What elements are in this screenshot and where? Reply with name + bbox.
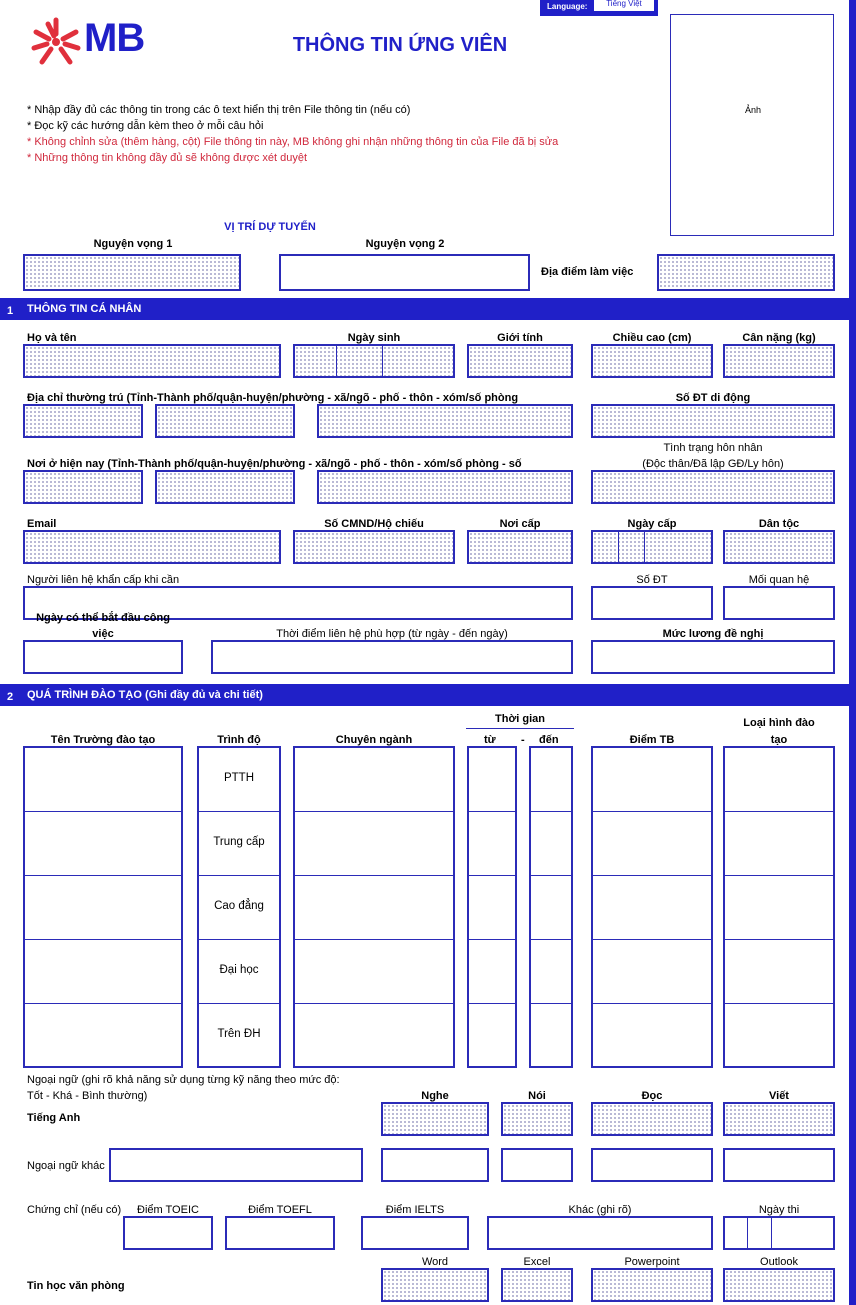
school-column[interactable] — [23, 746, 183, 1068]
brand-name: MB — [84, 16, 145, 60]
gender-input[interactable] — [467, 344, 573, 378]
level-ptth: PTTH — [223, 772, 255, 784]
instruction-2: * Đọc kỹ các hướng dẫn kèm theo ở mỗi câu hỏi — [27, 120, 264, 132]
choice1-input[interactable] — [23, 254, 241, 291]
powerpoint-input[interactable] — [591, 1268, 713, 1302]
marital-label-line1: Tình trạng hôn nhân — [663, 442, 763, 454]
english-reading-input[interactable] — [591, 1102, 713, 1136]
section-personal-info — [0, 298, 856, 320]
warning-2: * Những thông tin không đầy đủ sẽ không được xét duyệt — [27, 152, 308, 164]
height-label: Chiều cao (cm) — [612, 332, 692, 344]
ethnicity-label: Dân tộc — [758, 518, 800, 530]
emergency-contact-label: Người liên hệ khẩn cấp khi cần — [27, 574, 180, 586]
current-address-district[interactable] — [155, 470, 295, 504]
mobile-label: Số ĐT di động — [675, 392, 751, 404]
excel-label: Excel — [523, 1256, 551, 1268]
major-column[interactable] — [293, 746, 455, 1068]
other-cert-input[interactable] — [487, 1216, 713, 1250]
school-label: Tên Trường đào tạo — [50, 734, 156, 746]
level-dai-hoc: Đại học — [219, 964, 259, 976]
from-label: từ — [484, 734, 496, 746]
lang-note-line2: Tốt - Khá - Bình thường) — [27, 1090, 148, 1102]
other-language-name-input[interactable] — [109, 1148, 363, 1182]
exam-date-input[interactable] — [723, 1216, 835, 1250]
workplace-input[interactable] — [657, 254, 835, 291]
english-label: Tiếng Anh — [27, 1112, 81, 1124]
english-listening-input[interactable] — [381, 1102, 489, 1136]
phone-input[interactable] — [591, 586, 713, 620]
current-address-label: Nơi ở hiện nay (Tỉnh-Thành phố/quận-huyện/phường - xã/ngõ - phố - thôn - xóm/số phòng - số — [27, 458, 522, 470]
speaking-label: Nói — [528, 1090, 546, 1102]
powerpoint-label: Powerpoint — [624, 1256, 680, 1268]
major-label: Chuyên ngành — [335, 734, 413, 746]
to-column[interactable] — [529, 746, 573, 1068]
weight-label: Cân nặng (kg) — [742, 332, 816, 344]
other-language-reading-input[interactable] — [591, 1148, 713, 1182]
photo-label: Ảnh — [744, 105, 761, 115]
email-input[interactable] — [23, 530, 281, 564]
mb-logo — [30, 12, 160, 72]
other-language-speaking-input[interactable] — [501, 1148, 573, 1182]
level-trung-cap: Trung cấp — [213, 836, 265, 848]
english-writing-input[interactable] — [723, 1102, 835, 1136]
language-label: Language: — [547, 2, 588, 11]
ielts-input[interactable] — [361, 1216, 469, 1250]
email-label: Email — [27, 518, 57, 530]
weight-input[interactable] — [723, 344, 835, 378]
type-column[interactable] — [723, 746, 835, 1068]
section1-title: THÔNG TIN CÁ NHÂN — [27, 303, 142, 315]
permanent-address-street[interactable] — [317, 404, 573, 438]
toeic-label: Điểm TOEIC — [137, 1204, 199, 1216]
instruction-1: * Nhập đầy đủ các thông tin trong các ô text hiển thị trên File thông tin (nếu có) — [27, 104, 411, 116]
permanent-address-district[interactable] — [155, 404, 295, 438]
issue-date-input[interactable] — [591, 530, 713, 564]
choice2-input[interactable] — [279, 254, 530, 291]
time-label: Thời gian — [495, 713, 545, 725]
dob-input[interactable] — [293, 344, 455, 378]
full-name-input[interactable] — [23, 344, 281, 378]
time-underline — [466, 728, 574, 729]
photo-box[interactable] — [670, 14, 834, 236]
dob-label: Ngày sinh — [347, 332, 401, 344]
outlook-label: Outlook — [760, 1256, 798, 1268]
section1-number: 1 — [7, 305, 14, 317]
language-selector[interactable] — [540, 0, 658, 16]
expected-salary-input[interactable] — [591, 640, 835, 674]
issue-place-label: Nơi cấp — [499, 518, 541, 530]
other-language-listening-input[interactable] — [381, 1148, 489, 1182]
height-input[interactable] — [591, 344, 713, 378]
type-label-line1: Loại hình đào — [743, 717, 815, 729]
toefl-input[interactable] — [225, 1216, 335, 1250]
office-it-label: Tin học văn phòng — [27, 1280, 125, 1292]
ethnicity-input[interactable] — [723, 530, 835, 564]
full-name-label: Họ và tên — [27, 332, 77, 344]
dash-label: - — [521, 734, 525, 746]
start-date-label-line2: việc — [92, 628, 114, 640]
toeic-input[interactable] — [123, 1216, 213, 1250]
contact-time-input[interactable] — [211, 640, 573, 674]
mb-star-icon — [30, 12, 82, 72]
permanent-address-label: Địa chỉ thường trú (Tỉnh-Thành phố/quận-huyện/phường - xã/ngõ - phố - thôn - xóm/số phòng — [27, 392, 519, 404]
contact-time-label: Thời điểm liên hệ phù hợp (từ ngày - đến ngày) — [276, 628, 508, 640]
gpa-label: Điểm TB — [629, 734, 675, 746]
from-column[interactable] — [467, 746, 517, 1068]
choice2-label: Nguyện vọng 2 — [365, 238, 445, 250]
position-heading: VỊ TRÍ DỰ TUYỂN — [224, 221, 316, 233]
page-right-border — [849, 0, 856, 1305]
id-number-label: Số CMND/Hộ chiếu — [324, 518, 424, 530]
exam-date-label: Ngày thi — [758, 1204, 800, 1216]
gpa-column[interactable] — [591, 746, 713, 1068]
marital-label-line2: (Độc thân/Đã lập GĐ/Ly hôn) — [642, 458, 784, 470]
mobile-input[interactable] — [591, 404, 835, 438]
issue-place-input[interactable] — [467, 530, 573, 564]
start-date-input[interactable] — [23, 640, 183, 674]
expected-salary-label: Mức lương đề nghị — [662, 628, 764, 640]
type-label-line2: tạo — [770, 734, 788, 746]
choice1-label: Nguyện vọng 1 — [93, 238, 173, 250]
marital-status-input[interactable] — [591, 470, 835, 504]
language-value[interactable]: Tiếng Việt — [594, 0, 654, 11]
other-language-label: Ngoại ngữ khác — [27, 1160, 105, 1172]
level-cao-dang: Cao đẳng — [214, 900, 264, 912]
writing-label: Viết — [769, 1090, 789, 1102]
listening-label: Nghe — [421, 1090, 449, 1102]
current-address-street[interactable] — [317, 470, 573, 504]
workplace-label: Địa điểm làm việc — [541, 266, 634, 278]
section-education — [0, 684, 856, 706]
phone-label: Số ĐT — [636, 574, 668, 586]
start-date-label-line1: Ngày có thể bắt đầu công — [36, 612, 170, 624]
level-tren-dh: Trên ĐH — [217, 1028, 261, 1040]
level-column — [197, 746, 281, 1068]
reading-label: Đọc — [641, 1090, 663, 1102]
certificates-label: Chứng chỉ (nếu có) — [27, 1204, 122, 1216]
ielts-label: Điểm IELTS — [385, 1204, 445, 1216]
permanent-address-province[interactable] — [23, 404, 143, 438]
toefl-label: Điểm TOEFL — [248, 1204, 312, 1216]
other-language-writing-input[interactable] — [723, 1148, 835, 1182]
other-cert-label: Khác (ghi rõ) — [568, 1204, 632, 1216]
excel-input[interactable] — [501, 1268, 573, 1302]
gender-label: Giới tính — [497, 332, 543, 344]
to-label: đến — [539, 734, 559, 746]
lang-note-line1: Ngoại ngữ (ghi rõ khả năng sử dụng từng kỹ năng theo mức độ: — [27, 1074, 340, 1086]
issue-date-label: Ngày cấp — [627, 518, 677, 530]
section2-number: 2 — [7, 691, 14, 703]
current-address-province[interactable] — [23, 470, 143, 504]
outlook-input[interactable] — [723, 1268, 835, 1302]
word-label: Word — [421, 1256, 449, 1268]
relationship-label: Mối quan hệ — [748, 574, 810, 586]
section2-title: QUÁ TRÌNH ĐÀO TẠO (Ghi đầy đủ và chi tiết) — [27, 689, 263, 701]
id-number-input[interactable] — [293, 530, 455, 564]
warning-1: * Không chỉnh sửa (thêm hàng, cột) File thông tin này, MB không ghi nhận những thông tin của File đã bị sửa — [27, 136, 559, 148]
english-speaking-input[interactable] — [501, 1102, 573, 1136]
relationship-input[interactable] — [723, 586, 835, 620]
page-title: THÔNG TIN ỨNG VIÊN — [292, 34, 508, 56]
word-input[interactable] — [381, 1268, 489, 1302]
level-label: Trình độ — [217, 734, 261, 746]
